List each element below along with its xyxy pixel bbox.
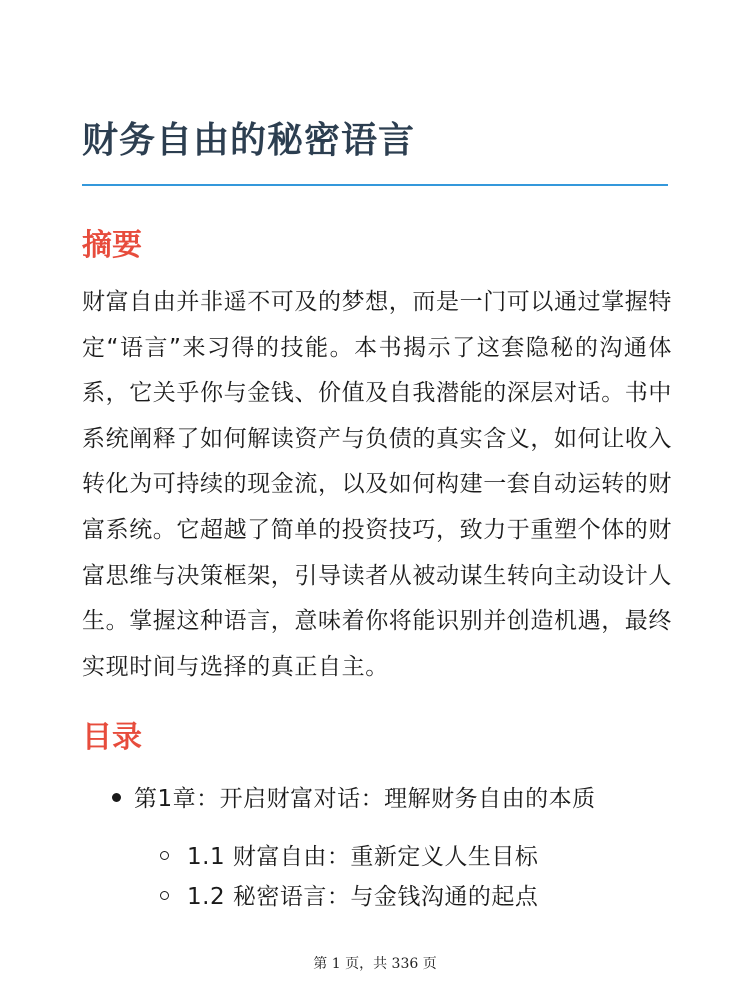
toc-item-label: 第1章：开启财富对话：理解财务自由的本质 <box>134 786 596 812</box>
abstract-body: 财富自由并非遥不可及的梦想，而是一门可以通过掌握特定“语言”来习得的技能。本书揭示了这套隐秘的沟通体系，它关乎你与金钱、价值及自我潜能的深层对话。书中系统阐释了如何解读资产与负债的真实含义，如何让收入转化为可持续的现金流，以及如何构建一套自动运转的财富系统。它超越了简单的投资技巧，致力于重塑个体的财富思维与决策框架，引导读者从被动谋生转向主动设计人生。掌握这种语言，意味着你将能识别并创造机遇，最终实现时间与选择的真正自主。 <box>82 289 672 680</box>
abstract-heading: 摘要 <box>82 228 142 263</box>
toc-item-label: 1.2 秘密语言：与金钱沟通的起点 <box>187 884 539 910</box>
bullet-disc-icon <box>112 793 121 802</box>
toc-item-chapter-1 <box>112 780 596 813</box>
bullet-circle-icon <box>160 891 169 900</box>
bullet-circle-icon <box>160 851 169 860</box>
toc-heading: 目录 <box>82 720 142 755</box>
toc-item-section-1-1 <box>160 838 538 871</box>
title-divider <box>82 184 668 186</box>
document-title: 财务自由的秘密语言 <box>82 120 416 161</box>
toc-item-section-1-2 <box>160 878 538 911</box>
page-number-footer: 第 1 页，共 336 页 <box>313 956 437 972</box>
toc-item-label: 1.1 财富自由：重新定义人生目标 <box>187 844 539 870</box>
